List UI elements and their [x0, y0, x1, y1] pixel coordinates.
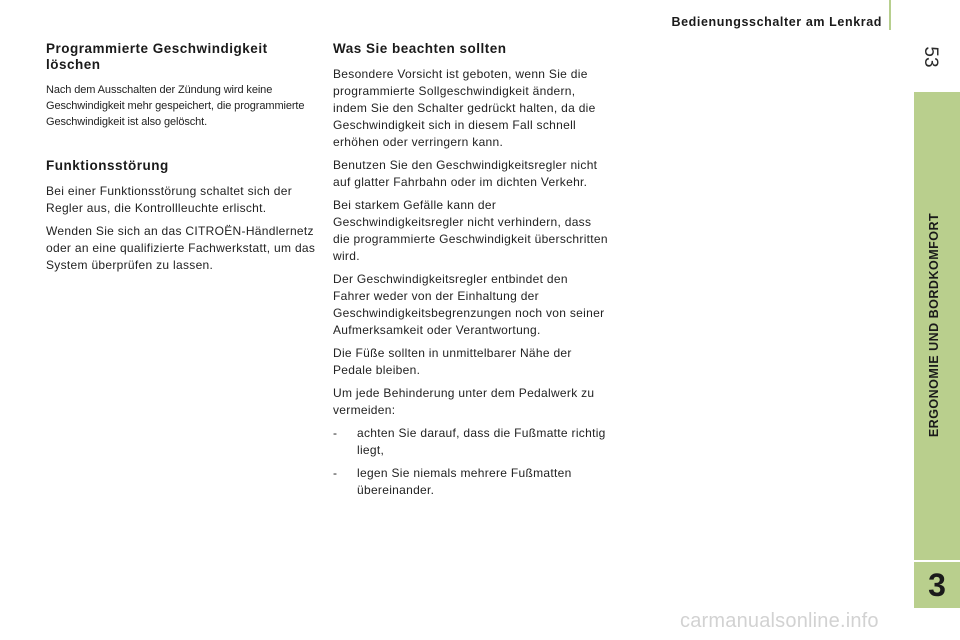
paragraph-notes-2: Benutzen Sie den Geschwindigkeitsregler nicht auf glatter Fahrbahn oder im dichten Verkehr.: [333, 158, 598, 189]
right-column: [333, 41, 608, 505]
paragraph-malfunction-2: Wenden Sie sich an das CITROËN-Händlernetz oder an eine qualifizierte Fachwerkstatt, um das System überprüfen zu lassen.: [46, 224, 316, 272]
notes-list: [333, 425, 608, 499]
chapter-number: 3: [928, 566, 946, 603]
paragraph-notes-1: Besondere Vorsicht ist geboten, wenn Sie die programmierte Sollgeschwindigkeit ändern, indem Sie den Schalter gedrückt halten, da die Geschwindigkeit sich in diesem Fall schnell erhöhen oder verringern kann.: [333, 67, 596, 149]
paragraph-notes-3: Bei starkem Gefälle kann der Geschwindigkeitsregler nicht verhindern, dass die programmierte Geschwindigkeit überschritten wird.: [333, 198, 608, 263]
section-heading-notes: Was Sie beachten sollten: [333, 41, 507, 56]
section-heading-malfunction: Funktionsstörung: [46, 158, 169, 173]
paragraph-notes-6: Um jede Behinderung unter dem Pedalwerk zu vermeiden:: [333, 386, 595, 417]
list-item-text: legen Sie niemals mehrere Fußmatten übereinander.: [357, 466, 572, 497]
paragraph-notes-4: Der Geschwindigkeitsregler entbindet den Fahrer weder von der Einhaltung der Geschwindigkeitsbegrenzungen noch von seiner Aufmerksamkeit oder Verantwortung.: [333, 272, 605, 337]
list-marker: -: [333, 466, 338, 480]
list-item-text: achten Sie darauf, dass die Fußmatte richtig liegt,: [357, 426, 606, 457]
page-number: 53: [920, 46, 941, 68]
chapter-tab-label-container: [917, 100, 951, 550]
list-item: [333, 425, 608, 459]
list-marker: -: [333, 426, 338, 440]
chapter-tab-label: ERGONOMIE UND BORDKOMFORT: [927, 212, 941, 438]
section-heading-clear-speed: Programmierte Geschwindigkeit löschen: [46, 41, 268, 72]
paragraph-malfunction-1: Bei einer Funktionsstörung schaltet sich der Regler aus, die Kontrollleuchte erlischt.: [46, 184, 292, 215]
watermark-text: carmanualsonline.info: [680, 610, 879, 632]
list-item: [333, 465, 608, 499]
header-divider: [889, 0, 891, 30]
paragraph-clear-speed: Nach dem Ausschalten der Zündung wird keine Geschwindigkeit mehr gespeichert, die programmierte Geschwindigkeit ist also gelöscht.: [46, 84, 305, 128]
paragraph-notes-5: Die Füße sollten in unmittelbarer Nähe der Pedale bleiben.: [333, 346, 572, 377]
chapter-number-block: [914, 560, 960, 608]
left-column: [46, 41, 321, 280]
running-header: Bedienungsschalter am Lenkrad: [671, 15, 882, 29]
section-spacer: [46, 136, 321, 158]
